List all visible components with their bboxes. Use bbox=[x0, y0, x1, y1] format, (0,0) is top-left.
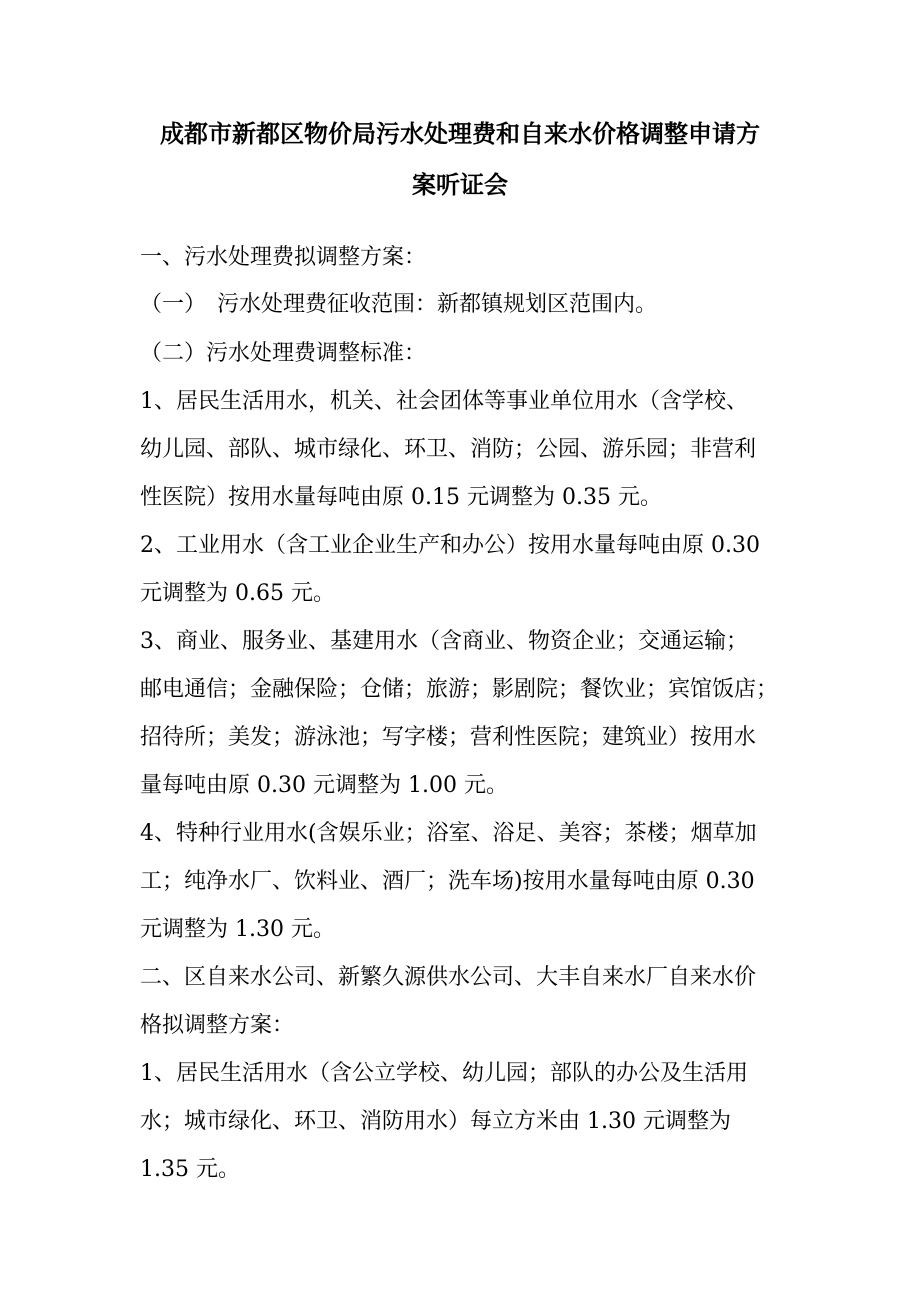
paragraph-line: 3、商业、服务业、基建用水（含商业、物资企业；交通运输； bbox=[140, 629, 748, 654]
paragraph-line: 元调整为 1.30 元。 bbox=[140, 917, 335, 942]
paragraph-line: 格拟调整方案： bbox=[140, 1013, 295, 1038]
paragraph-line: 元调整为 0.65 元。 bbox=[140, 581, 335, 606]
paragraph-line: 性医院）按用水量每吨由原 0.15 元调整为 0.35 元。 bbox=[140, 485, 662, 510]
paragraph-line: 邮电通信；金融保险；仓储；旅游；影剧院；餐饮业；宾馆饭店； bbox=[140, 677, 779, 702]
paragraph-line: 量每吨由原 0.30 元调整为 1.00 元。 bbox=[140, 773, 508, 798]
subsection-adjustment-standard: （二）污水处理费调整标准： bbox=[140, 341, 427, 366]
paragraph-line: 1、居民生活用水，机关、社会团体等事业单位用水（含学校、 bbox=[140, 389, 748, 414]
paragraph-line: 4、特种行业用水(含娱乐业；浴室、浴足、美容；茶楼；烟草加 bbox=[140, 821, 757, 846]
section-heading-sewage: 一、污水处理费拟调整方案： bbox=[140, 245, 427, 270]
paragraph-line: 工；纯净水厂、饮料业、酒厂；洗车场)按用水量每吨由原 0.30 bbox=[140, 869, 755, 894]
paragraph-line: 1.35 元。 bbox=[140, 1157, 240, 1182]
paragraph-line: 幼儿园、部队、城市绿化、环卫、消防；公园、游乐园；非营利 bbox=[140, 437, 757, 462]
paragraph-line: 水；城市绿化、环卫、消防用水）每立方米由 1.30 元调整为 bbox=[140, 1109, 731, 1134]
paragraph-line: 2、工业用水（含工业企业生产和办公）按用水量每吨由原 0.30 bbox=[140, 533, 760, 558]
paragraph-line: 1、居民生活用水（含公立学校、幼儿园；部队的办公及生活用 bbox=[140, 1061, 748, 1086]
document-title-line-2: 案听证会 bbox=[412, 171, 508, 199]
subsection-collection-scope: （一） 污水处理费征收范围：新都镇规划区范围内。 bbox=[140, 292, 658, 317]
document-title-line-1: 成都市新都区物价局污水处理费和自来水价格调整申请方 bbox=[160, 120, 760, 148]
section-heading-tap-water: 二、区自来水公司、新繁久源供水公司、大丰自来水厂自来水价 bbox=[140, 965, 757, 990]
paragraph-line: 招待所；美发；游泳池；写字楼；营利性医院；建筑业）按用水 bbox=[140, 725, 757, 750]
